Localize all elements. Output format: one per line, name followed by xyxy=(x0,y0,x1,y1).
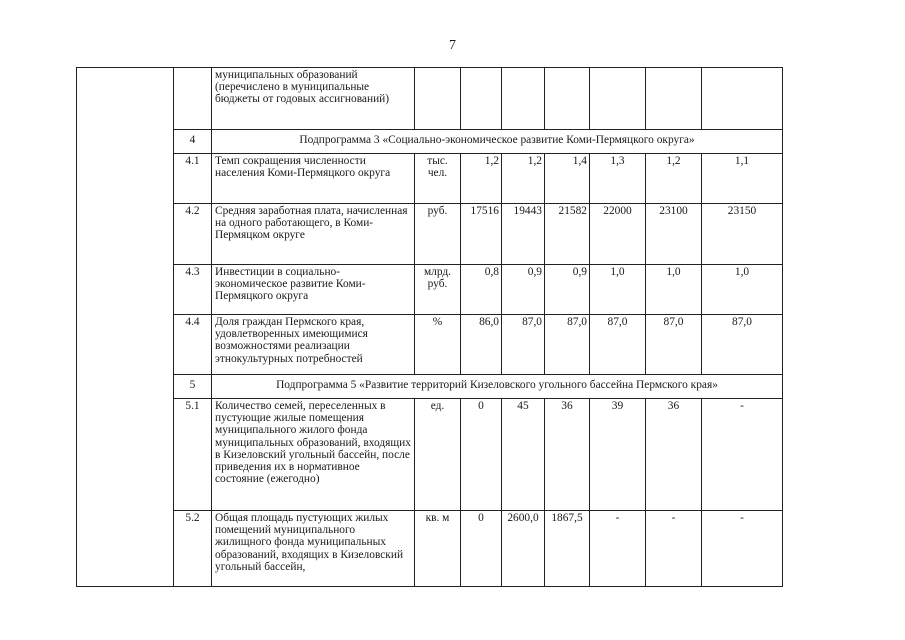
row-value: 87,0 xyxy=(646,315,702,375)
row-value: 87,0 xyxy=(545,315,590,375)
row-index: 4.2 xyxy=(174,204,212,265)
row-value: 36 xyxy=(646,399,702,511)
continuation-text: муниципальных образований (перечислено в муниципальные бюджеты от годовых ассигнований) xyxy=(212,68,415,130)
row-value: 23100 xyxy=(646,204,702,265)
row-name: Темп сокращения численности населения Коми-Пермяцкого округа xyxy=(212,154,415,204)
subprogram-title: Подпрограмма 5 «Развитие территорий Кизеловского угольного бассейна Пермского края» xyxy=(212,375,783,399)
row-value: 1,1 xyxy=(702,154,783,204)
continuation-row xyxy=(77,68,783,130)
row-value: 45 xyxy=(502,399,545,511)
subprogram-5-row xyxy=(77,375,783,399)
row-unit: тыс. чел. xyxy=(415,154,461,204)
row-name: Общая площадь пустующих жилых помещений муниципального жилищного фонда муниципальных образований, входящих в Кизеловский угольный бассейн, xyxy=(212,511,415,587)
row-value: 1,0 xyxy=(590,265,646,315)
row-unit: кв. м xyxy=(415,511,461,587)
left-blank-column xyxy=(77,68,174,587)
row-name: Доля граждан Пермского края, удовлетворенных имеющимися возможностями реализации этнокультурных потребностей xyxy=(212,315,415,375)
row-name: Инвестиции в социально-экономическое развитие Коми-Пермяцкого округа xyxy=(212,265,415,315)
subprogram-index: 4 xyxy=(174,130,212,154)
row-value: 19443 xyxy=(502,204,545,265)
table-row xyxy=(77,511,783,587)
subprogram-index: 5 xyxy=(174,375,212,399)
table-row xyxy=(77,204,783,265)
row-unit: руб. xyxy=(415,204,461,265)
row-value: 0,8 xyxy=(461,265,502,315)
row-value: 21582 xyxy=(545,204,590,265)
row-value: 86,0 xyxy=(461,315,502,375)
row-value: 0 xyxy=(461,399,502,511)
row-value: 36 xyxy=(545,399,590,511)
row-value: 2600,0 xyxy=(502,511,545,587)
row-value: 22000 xyxy=(590,204,646,265)
row-value: - xyxy=(702,511,783,587)
row-index: 4.3 xyxy=(174,265,212,315)
row-unit: % xyxy=(415,315,461,375)
row-value: 0,9 xyxy=(502,265,545,315)
row-value: 87,0 xyxy=(502,315,545,375)
row-value: 23150 xyxy=(702,204,783,265)
row-value: 1,0 xyxy=(646,265,702,315)
row-value: - xyxy=(590,511,646,587)
row-value: 17516 xyxy=(461,204,502,265)
row-value: 1,2 xyxy=(502,154,545,204)
row-value: 0,9 xyxy=(545,265,590,315)
table-row xyxy=(77,399,783,511)
row-index: 4.1 xyxy=(174,154,212,204)
row-index: 4.4 xyxy=(174,315,212,375)
table-row xyxy=(77,315,783,375)
table-row xyxy=(77,265,783,315)
row-value: 1,4 xyxy=(545,154,590,204)
row-unit: млрд. руб. xyxy=(415,265,461,315)
row-value: 0 xyxy=(461,511,502,587)
indicators-table xyxy=(76,67,783,587)
row-value: - xyxy=(702,399,783,511)
row-value: 1,3 xyxy=(590,154,646,204)
row-value: 1,2 xyxy=(646,154,702,204)
row-unit: ед. xyxy=(415,399,461,511)
row-index: 5.2 xyxy=(174,511,212,587)
page-number: 7 xyxy=(449,38,456,53)
subprogram-title: Подпрограмма 3 «Социально-экономическое развитие Коми-Пермяцкого округа» xyxy=(212,130,783,154)
row-value: 87,0 xyxy=(702,315,783,375)
row-name: Количество семей, переселенных в пустующие жилые помещения муниципального жилого фонда муниципальных образований, входящих в Кизеловский угольный бассейн, после приведения их в нормативное состояние (ежегодно) xyxy=(212,399,415,511)
row-value: 39 xyxy=(590,399,646,511)
subprogram-3-row xyxy=(77,130,783,154)
table-row xyxy=(77,154,783,204)
row-index: 5.1 xyxy=(174,399,212,511)
row-value: 1,0 xyxy=(702,265,783,315)
row-value: 87,0 xyxy=(590,315,646,375)
row-value: - xyxy=(646,511,702,587)
row-value: 1867,5 xyxy=(545,511,590,587)
row-value: 1,2 xyxy=(461,154,502,204)
row-name: Средняя заработная плата, начисленная на одного работающего, в Коми-Пермяцком округе xyxy=(212,204,415,265)
